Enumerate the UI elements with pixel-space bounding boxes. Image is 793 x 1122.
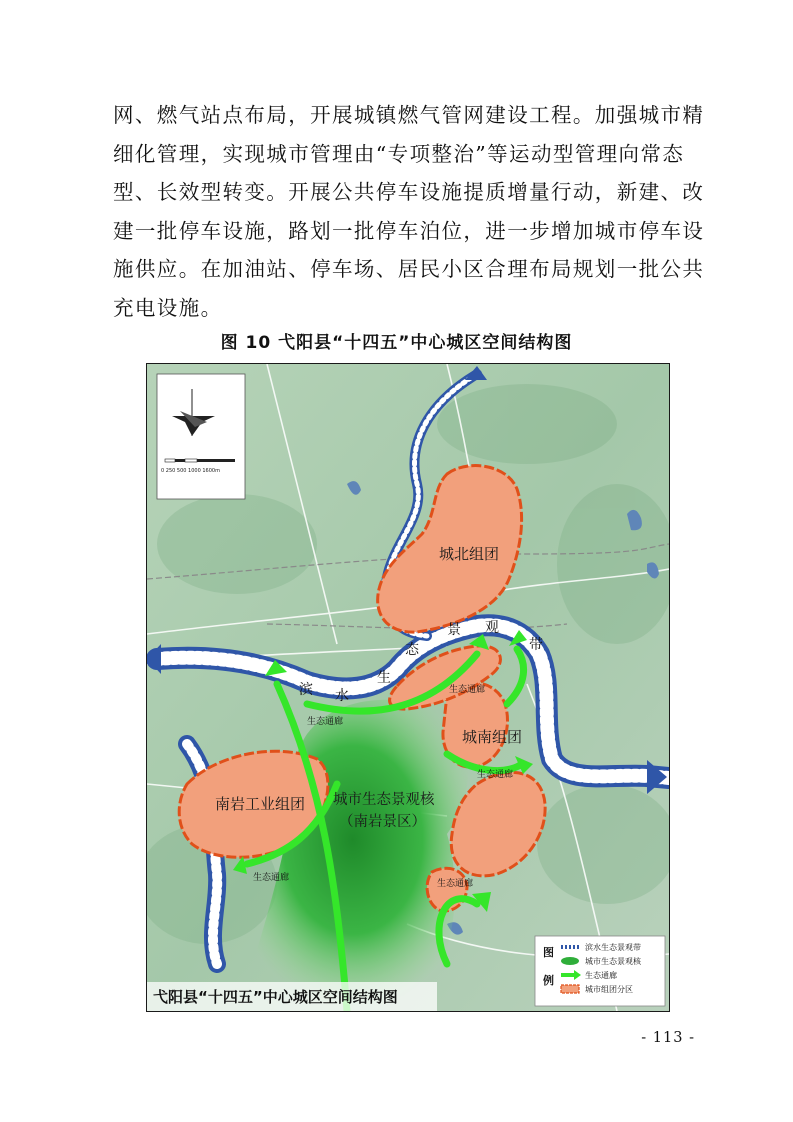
body-line: 施供应。在加油站、停车场、居民小区合理布局规划一批公共 [113, 257, 705, 281]
core-label-line1: 城市生态景观核 [333, 792, 435, 808]
green-blob-icon [561, 957, 579, 965]
page-number: - 113 - [641, 1030, 695, 1046]
corridor-label: 生态通廊 [307, 717, 344, 727]
belt-char: 生 [377, 670, 391, 686]
scale-text: 0 250 500 1000 1600m [161, 468, 220, 474]
belt-char: 态 [405, 642, 419, 658]
belt-char: 景 [447, 622, 461, 638]
compass-panel [157, 374, 245, 499]
legend-title-b: 例 [543, 974, 554, 987]
legend-label: 生态通廊 [585, 971, 617, 980]
spatial-structure-map [146, 363, 670, 1012]
cluster-north-label: 城北组团 [439, 545, 500, 563]
legend-item [561, 984, 633, 994]
body-line: 网、燃气站点布局，开展城镇燃气管网建设工程。加强城市精 [113, 103, 705, 127]
belt-char: 水 [335, 688, 349, 704]
corridor-label: 生态通廊 [449, 685, 486, 695]
body-line: 建一批停车设施，路划一批停车泊位，进一步增加城市停车设 [113, 218, 705, 243]
figure-caption: 图 10 弋阳县“十四五”中心城区空间结构图 [220, 333, 573, 353]
body-line: 型、长效型转变。开展公共停车设施提质增量行动，新建、改 [113, 180, 705, 204]
map-title: 弋阳县“十四五”中心城区空间结构图 [153, 988, 398, 1006]
belt-char: 滨 [299, 682, 313, 698]
body-line: 细化管理，实现城市管理由“专项整治”等运动型管理向常态 [113, 141, 685, 166]
legend-label: 城市生态景观核 [585, 957, 641, 966]
map-canvas [147, 364, 669, 1011]
body-line: 充电设施。 [113, 295, 223, 320]
body-paragraph [113, 96, 705, 327]
corridor-label: 生态通廊 [437, 879, 474, 889]
legend-title-a: 图 [543, 946, 554, 959]
orange-zone-icon [561, 985, 579, 993]
cluster-nanyan-label: 南岩工业组团 [215, 795, 306, 813]
belt-char: 带 [529, 637, 543, 653]
cluster-south-label: 城南组团 [462, 728, 523, 746]
corridor-label: 生态通廊 [477, 770, 514, 780]
corridor-label: 生态通廊 [253, 873, 290, 883]
legend-label: 城市组团分区 [585, 985, 633, 994]
core-label-line2: （南岩景区） [339, 814, 426, 830]
scale-bar [165, 459, 235, 462]
legend-item [561, 956, 642, 966]
belt-char: 观 [485, 620, 499, 636]
legend-label: 滨水生态景观带 [585, 943, 641, 952]
